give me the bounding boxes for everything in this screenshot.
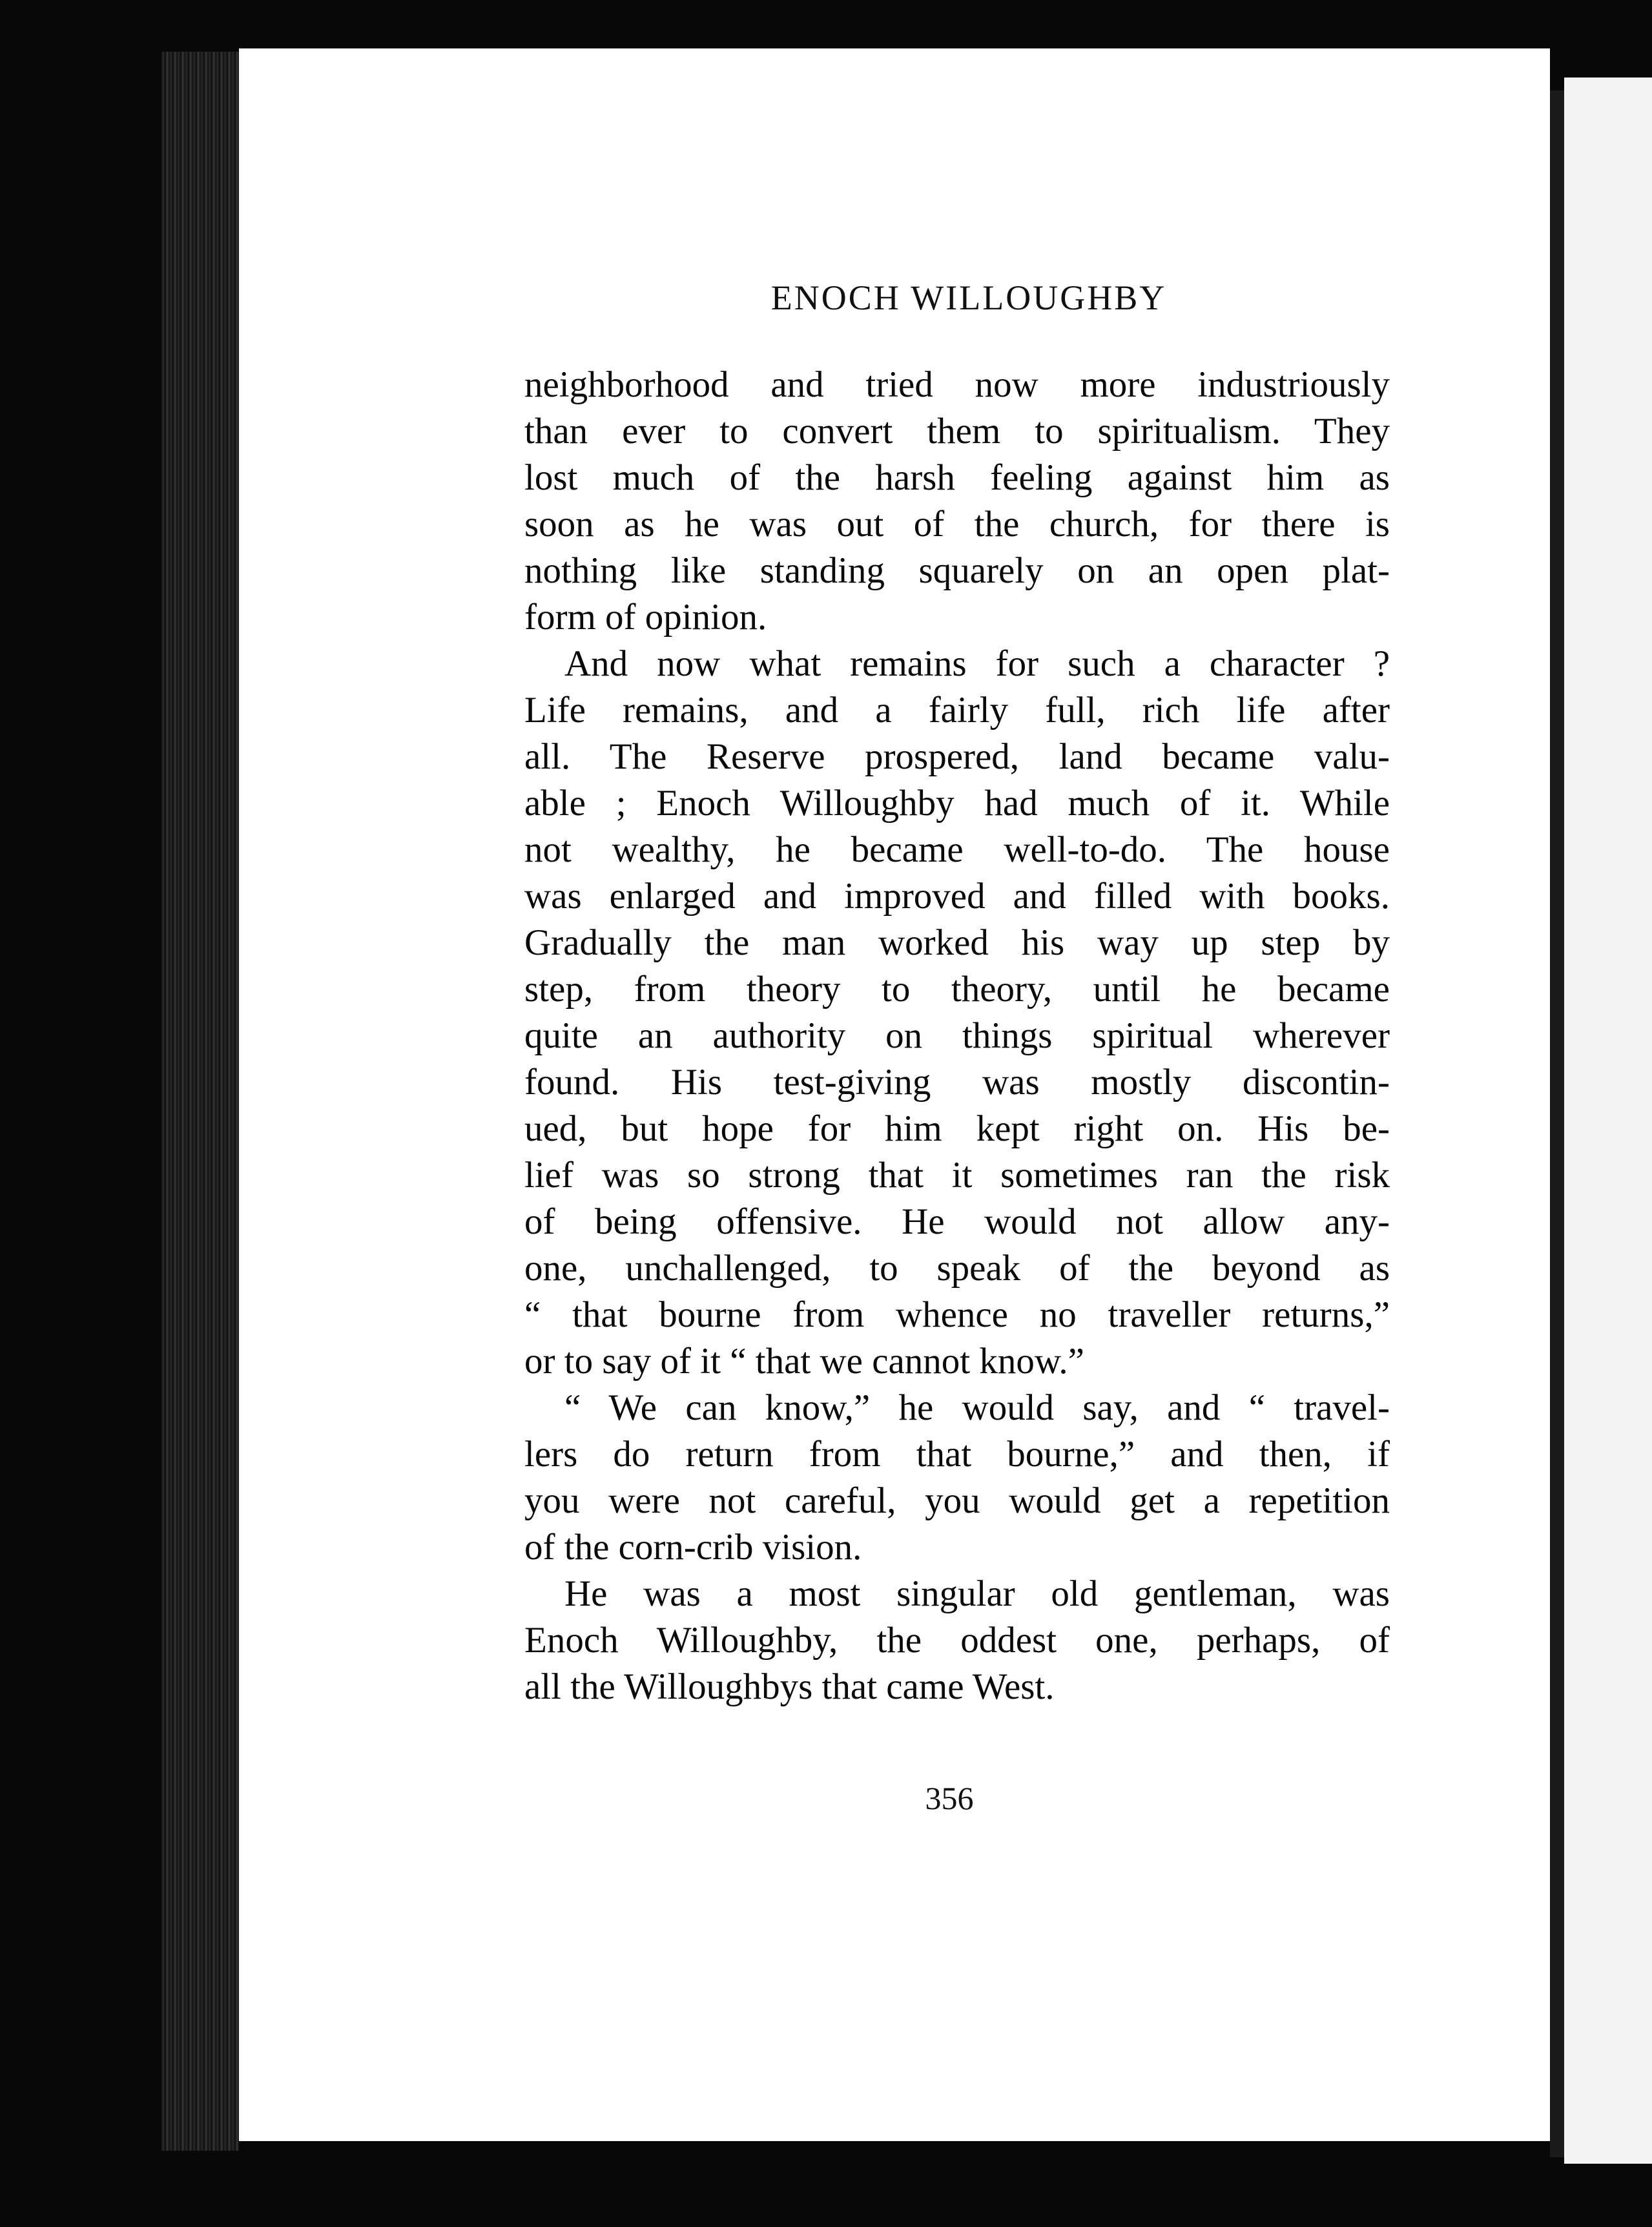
text-line: He was a most singular old gentleman, was <box>564 1573 1390 1614</box>
facing-page-sliver <box>1564 78 1652 2164</box>
text-line: lost much of the harsh feeling against him as <box>524 457 1390 498</box>
text-line: not wealthy, he became well-to-do. The house <box>524 829 1390 870</box>
text-line: ued, but hope for him kept right on. His be- <box>524 1108 1390 1149</box>
text-line: you were not careful, you would get a repetition <box>524 1480 1390 1521</box>
text-line: found. His test-giving was mostly discontin- <box>524 1062 1390 1103</box>
text-line: “ that bourne from whence no traveller returns,” <box>524 1294 1390 1335</box>
text-line: quite an authority on things spiritual wherever <box>524 1015 1390 1056</box>
text-line: lers do return from that bourne,” and then, if <box>524 1434 1390 1475</box>
text-line: of the corn-crib vision. <box>524 1527 862 1568</box>
body-text <box>524 362 1390 1710</box>
text-line: was enlarged and improved and filled with books. <box>524 876 1390 917</box>
text-line: all the Willoughbys that came West. <box>524 1666 1055 1707</box>
text-line: of being offensive. He would not allow any- <box>524 1201 1390 1242</box>
text-line: step, from theory to theory, until he became <box>524 969 1390 1010</box>
text-line: or to say of it “ that we cannot know.” <box>524 1341 1084 1382</box>
text-line: And now what remains for such a character ? <box>564 643 1390 684</box>
text-line: than ever to convert them to spiritualism. They <box>524 411 1390 451</box>
text-line: “ We can know,” he would say, and “ travel- <box>564 1387 1390 1428</box>
book-gutter-shadow <box>1550 90 1564 2157</box>
text-line: Life remains, and a fairly full, rich life after <box>524 690 1390 730</box>
text-line: lief was so strong that it sometimes ran the risk <box>524 1155 1390 1196</box>
book-page-edges <box>161 52 239 2151</box>
text-line: form of opinion. <box>524 597 767 637</box>
text-line: one, unchallenged, to speak of the beyond as <box>524 1248 1390 1289</box>
text-line: soon as he was out of the church, for there is <box>524 504 1390 544</box>
text-line: Enoch Willoughby, the oddest one, perhaps, of <box>524 1620 1390 1661</box>
text-line: neighborhood and tried now more industriously <box>524 364 1390 405</box>
text-line: Gradually the man worked his way up step by <box>524 922 1390 963</box>
text-line: able ; Enoch Willoughby had much of it. While <box>524 783 1390 823</box>
text-line: nothing like standing squarely on an open plat- <box>524 550 1390 591</box>
text-line: all. The Reserve prospered, land became valu- <box>524 736 1390 777</box>
running-head: ENOCH WILLOUGHBY <box>770 278 1167 317</box>
page-number: 356 <box>925 1780 974 1816</box>
